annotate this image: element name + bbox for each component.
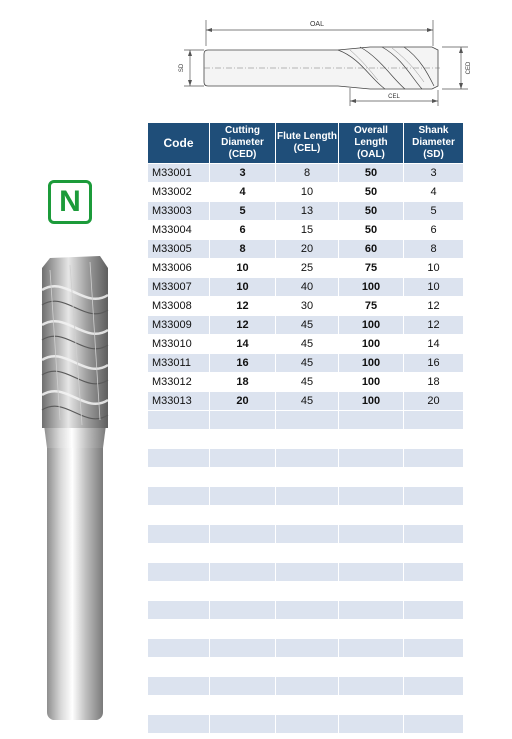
empty-cell [404, 487, 464, 506]
sd-label: SD [179, 63, 185, 73]
empty-table-row [148, 487, 464, 506]
empty-cell [339, 658, 404, 677]
empty-cell [276, 430, 339, 449]
empty-cell [148, 658, 210, 677]
empty-cell [148, 430, 210, 449]
cell-overall-length: 100 [339, 316, 404, 335]
empty-cell [210, 449, 276, 468]
empty-table-row [148, 449, 464, 468]
cell-flute-length: 25 [276, 259, 339, 278]
empty-cell [404, 696, 464, 715]
cell-flute-length: 45 [276, 392, 339, 411]
empty-cell [210, 677, 276, 696]
cell-cutting-diameter: 8 [210, 240, 276, 259]
empty-cell [404, 525, 464, 544]
empty-cell [404, 411, 464, 430]
cell-cutting-diameter: 5 [210, 202, 276, 221]
cell-overall-length: 50 [339, 202, 404, 221]
cell-overall-length: 50 [339, 164, 404, 183]
empty-cell [276, 411, 339, 430]
cell-code: M33007 [148, 278, 210, 297]
empty-cell [148, 696, 210, 715]
empty-cell [404, 677, 464, 696]
oal-label: OAL [309, 21, 325, 28]
empty-cell [339, 582, 404, 601]
empty-cell [404, 506, 464, 525]
empty-table-row [148, 696, 464, 715]
cell-shank-diameter: 14 [404, 335, 464, 354]
ced-label: CED [466, 61, 472, 75]
badge-letter: N [59, 185, 81, 218]
empty-cell [148, 620, 210, 639]
cell-shank-diameter: 10 [404, 278, 464, 297]
cell-flute-length: 8 [276, 164, 339, 183]
table-row [148, 335, 464, 354]
cell-cutting-diameter: 10 [210, 278, 276, 297]
header-flute-length: Flute Length (CEL) [276, 123, 339, 164]
cell-cutting-diameter: 20 [210, 392, 276, 411]
empty-cell [339, 487, 404, 506]
cell-cutting-diameter: 14 [210, 335, 276, 354]
cell-shank-diameter: 18 [404, 373, 464, 392]
cell-shank-diameter: 10 [404, 259, 464, 278]
cell-code: M33003 [148, 202, 210, 221]
cell-cutting-diameter: 3 [210, 164, 276, 183]
empty-cell [210, 506, 276, 525]
cell-shank-diameter: 5 [404, 202, 464, 221]
empty-cell [276, 487, 339, 506]
empty-table-row [148, 639, 464, 658]
cell-cutting-diameter: 12 [210, 316, 276, 335]
cell-code: M33005 [148, 240, 210, 259]
cell-code: M33001 [148, 164, 210, 183]
spec-table [147, 122, 464, 734]
empty-cell [404, 468, 464, 487]
cell-code: M33011 [148, 354, 210, 373]
table-row [148, 240, 464, 259]
cell-cutting-diameter: 16 [210, 354, 276, 373]
empty-cell [339, 639, 404, 658]
cell-overall-length: 100 [339, 335, 404, 354]
cell-code: M33012 [148, 373, 210, 392]
empty-table-row [148, 544, 464, 563]
header-overall-length: Overall Length (OAL) [339, 123, 404, 164]
dimension-diagram [170, 8, 500, 116]
empty-cell [148, 639, 210, 658]
cell-overall-length: 75 [339, 259, 404, 278]
cell-code: M33010 [148, 335, 210, 354]
empty-cell [339, 677, 404, 696]
empty-table-row [148, 715, 464, 734]
empty-table-row [148, 620, 464, 639]
empty-cell [148, 677, 210, 696]
cell-cutting-diameter: 12 [210, 297, 276, 316]
table-row [148, 164, 464, 183]
empty-cell [210, 525, 276, 544]
cell-code: M33013 [148, 392, 210, 411]
cell-shank-diameter: 20 [404, 392, 464, 411]
empty-cell [276, 525, 339, 544]
cell-cutting-diameter: 6 [210, 221, 276, 240]
cell-code: M33002 [148, 183, 210, 202]
cell-flute-length: 30 [276, 297, 339, 316]
empty-cell [210, 639, 276, 658]
cell-cutting-diameter: 4 [210, 183, 276, 202]
empty-cell [210, 696, 276, 715]
table-row [148, 202, 464, 221]
cell-overall-length: 100 [339, 354, 404, 373]
empty-cell [276, 563, 339, 582]
empty-cell [210, 468, 276, 487]
cell-code: M33008 [148, 297, 210, 316]
table-row [148, 221, 464, 240]
empty-cell [276, 506, 339, 525]
empty-cell [276, 639, 339, 658]
empty-cell [148, 487, 210, 506]
empty-table-row [148, 563, 464, 582]
empty-cell [404, 601, 464, 620]
material-group-badge [48, 180, 92, 224]
empty-cell [210, 582, 276, 601]
empty-cell [276, 544, 339, 563]
empty-cell [276, 715, 339, 734]
cell-cutting-diameter: 10 [210, 259, 276, 278]
empty-table-row [148, 430, 464, 449]
empty-cell [210, 715, 276, 734]
empty-table-row [148, 677, 464, 696]
cell-flute-length: 45 [276, 373, 339, 392]
cell-flute-length: 13 [276, 202, 339, 221]
empty-cell [210, 658, 276, 677]
empty-cell [148, 506, 210, 525]
empty-cell [339, 411, 404, 430]
cell-code: M33009 [148, 316, 210, 335]
empty-cell [339, 430, 404, 449]
table-header-row [148, 123, 464, 164]
cell-flute-length: 10 [276, 183, 339, 202]
empty-cell [339, 525, 404, 544]
empty-cell [148, 449, 210, 468]
empty-table-row [148, 411, 464, 430]
empty-cell [339, 620, 404, 639]
empty-cell [276, 658, 339, 677]
header-shank-diameter: Shank Diameter (SD) [404, 123, 464, 164]
empty-table-row [148, 658, 464, 677]
cell-flute-length: 15 [276, 221, 339, 240]
empty-cell [404, 563, 464, 582]
table-row [148, 373, 464, 392]
cell-overall-length: 75 [339, 297, 404, 316]
empty-table-row [148, 468, 464, 487]
cell-shank-diameter: 8 [404, 240, 464, 259]
table-row [148, 316, 464, 335]
empty-cell [276, 601, 339, 620]
cell-cutting-diameter: 18 [210, 373, 276, 392]
empty-cell [276, 468, 339, 487]
empty-cell [148, 468, 210, 487]
header-cutting-diameter: Cutting Diameter (CED) [210, 123, 276, 164]
cell-flute-length: 20 [276, 240, 339, 259]
cell-overall-length: 100 [339, 278, 404, 297]
cell-code: M33006 [148, 259, 210, 278]
table-row [148, 354, 464, 373]
empty-cell [210, 563, 276, 582]
cell-flute-length: 40 [276, 278, 339, 297]
cell-shank-diameter: 12 [404, 316, 464, 335]
table-row [148, 392, 464, 411]
cell-flute-length: 45 [276, 316, 339, 335]
empty-cell [404, 639, 464, 658]
cell-code: M33004 [148, 221, 210, 240]
empty-cell [339, 544, 404, 563]
table-row [148, 278, 464, 297]
empty-cell [404, 620, 464, 639]
empty-cell [404, 715, 464, 734]
empty-cell [148, 715, 210, 734]
cell-shank-diameter: 4 [404, 183, 464, 202]
cel-label: CEL [388, 94, 400, 100]
cell-flute-length: 45 [276, 335, 339, 354]
empty-table-row [148, 506, 464, 525]
end-mill-image [30, 250, 120, 725]
empty-table-row [148, 582, 464, 601]
empty-cell [210, 620, 276, 639]
cell-overall-length: 50 [339, 183, 404, 202]
empty-cell [276, 620, 339, 639]
table-row [148, 183, 464, 202]
empty-cell [276, 696, 339, 715]
cell-shank-diameter: 6 [404, 221, 464, 240]
table-row [148, 259, 464, 278]
empty-cell [210, 430, 276, 449]
empty-cell [148, 525, 210, 544]
cell-overall-length: 100 [339, 373, 404, 392]
empty-cell [148, 582, 210, 601]
cell-flute-length: 45 [276, 354, 339, 373]
cell-overall-length: 50 [339, 221, 404, 240]
empty-cell [339, 601, 404, 620]
cell-overall-length: 100 [339, 392, 404, 411]
empty-cell [148, 544, 210, 563]
empty-cell [210, 544, 276, 563]
empty-cell [148, 411, 210, 430]
cell-shank-diameter: 3 [404, 164, 464, 183]
empty-cell [276, 582, 339, 601]
empty-table-row [148, 525, 464, 544]
empty-cell [339, 563, 404, 582]
empty-table-row [148, 601, 464, 620]
empty-cell [404, 544, 464, 563]
header-code: Code [148, 123, 210, 164]
cell-overall-length: 60 [339, 240, 404, 259]
empty-cell [339, 449, 404, 468]
empty-cell [210, 487, 276, 506]
empty-cell [276, 677, 339, 696]
empty-cell [404, 658, 464, 677]
empty-cell [276, 449, 339, 468]
cell-shank-diameter: 16 [404, 354, 464, 373]
empty-cell [404, 449, 464, 468]
empty-cell [210, 601, 276, 620]
empty-cell [339, 468, 404, 487]
empty-cell [404, 430, 464, 449]
empty-cell [339, 696, 404, 715]
empty-cell [148, 563, 210, 582]
empty-cell [339, 506, 404, 525]
table-row [148, 297, 464, 316]
empty-cell [210, 411, 276, 430]
empty-cell [148, 601, 210, 620]
cell-shank-diameter: 12 [404, 297, 464, 316]
empty-cell [339, 715, 404, 734]
empty-cell [404, 582, 464, 601]
